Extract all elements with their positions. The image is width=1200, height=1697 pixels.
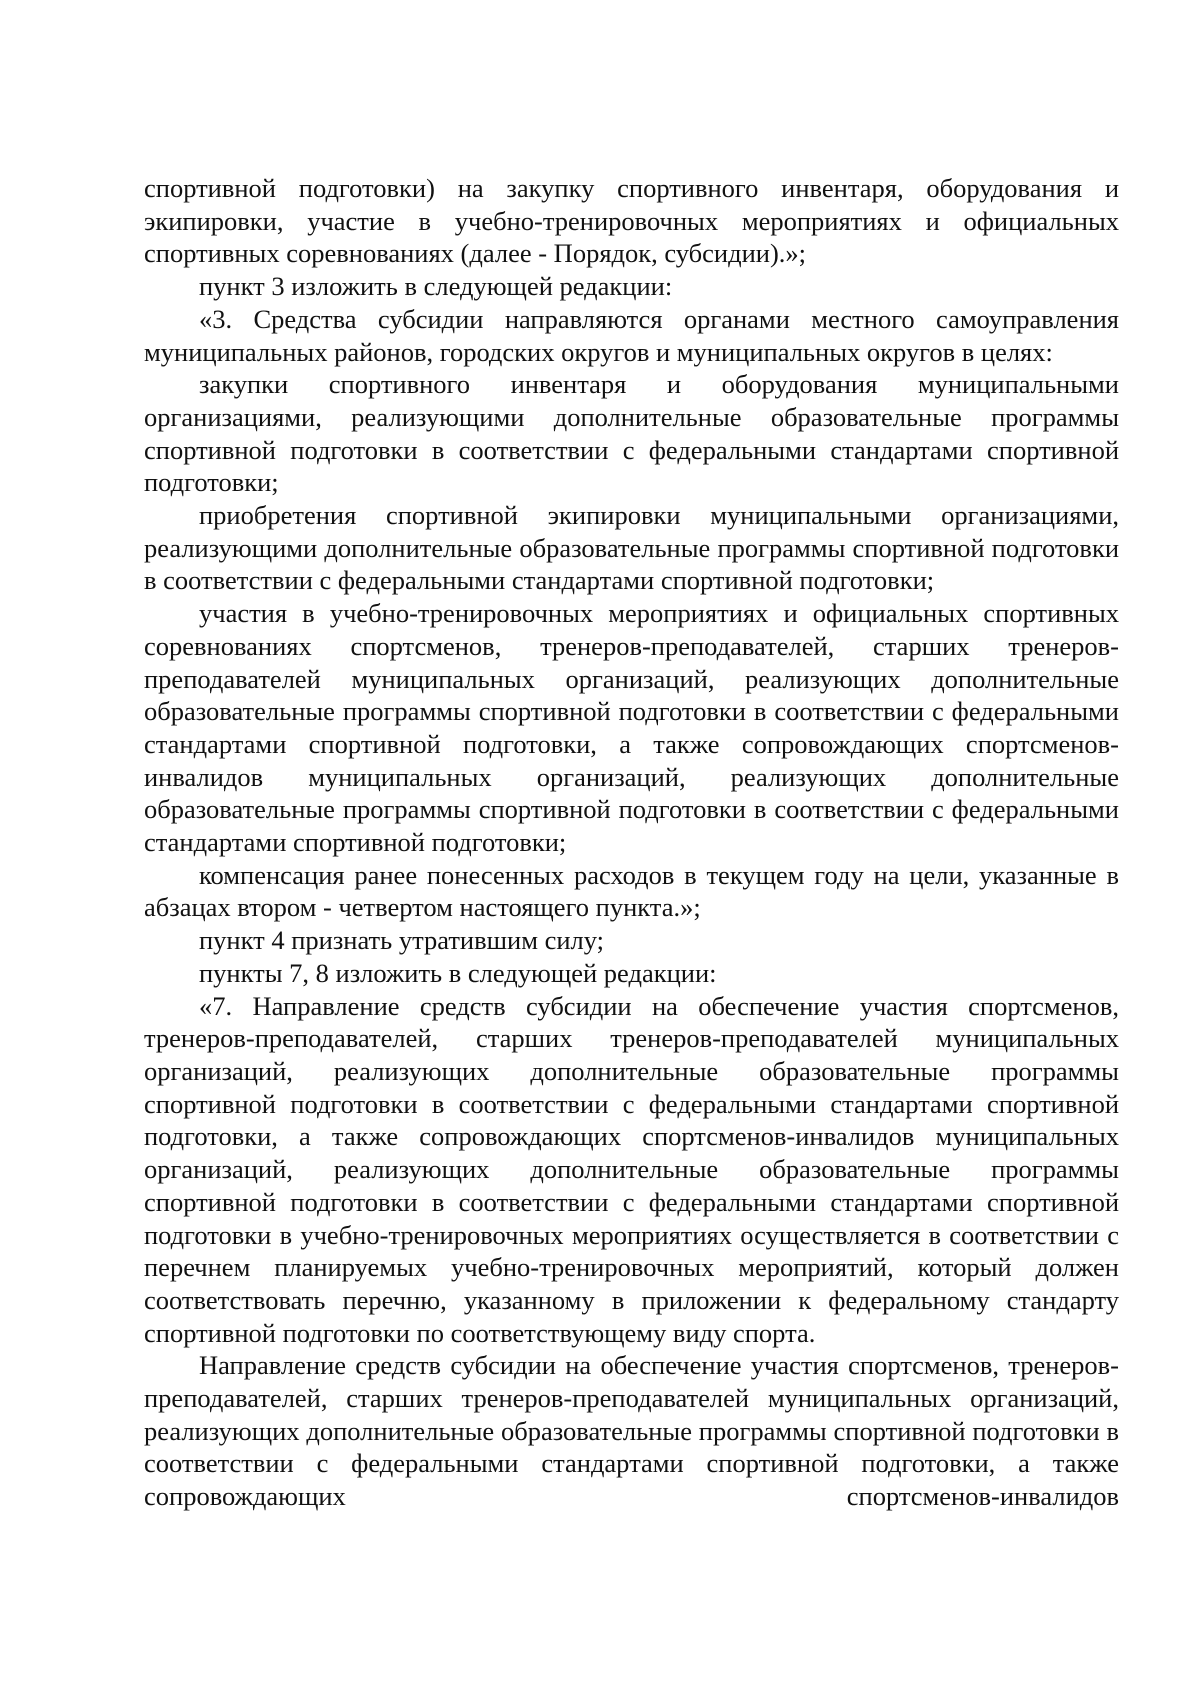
paragraph: спортивной подготовки) на закупку спортивного инвентаря, оборудования и экипировки, участие в учебно-тренировочных мероприятиях и официальных спортивных соревнованиях (далее - Порядок, субсидии).»;	[144, 173, 1119, 269]
paragraph: Направление средств субсидии на обеспечение участия спортсменов, тренеров-преподавателей, старших тренеров-преподавателей муниципальных организаций, реализующих дополнительные образовательные программы спортивной подготовки в соответствии с федеральными стандартами спортивной подготовки, а также сопровождающих спортсменов-инвалидов	[144, 1350, 1119, 1512]
paragraph: участия в учебно-тренировочных мероприятиях и официальных спортивных соревнованиях спортсменов, тренеров-преподавателей, старших тренеров-преподавателей муниципальных организаций, реализующих дополнительные образовательные программы спортивной подготовки в соответствии с федеральными стандартами спортивной подготовки, а также сопровождающих спортсменов-инвалидов муниципальных организаций, реализующих дополнительные образовательные программы спортивной подготовки в соответствии с федеральными стандартами спортивной подготовки;	[144, 598, 1119, 858]
paragraph: компенсация ранее понесенных расходов в текущем году на цели, указанные в абзацах втором - четвертом настоящего пункта.»;	[144, 859, 1119, 923]
paragraph: пункт 4 признать утратившим силу;	[199, 925, 605, 956]
paragraph: приобретения спортивной экипировки муниципальными организациями, реализующими дополнительные образовательные программы спортивной подготовки в соответствии с федеральными стандартами спортивной подготовки;	[144, 500, 1119, 596]
paragraph: «7. Направление средств субсидии на обеспечение участия спортсменов, тренеров-преподавателей, старших тренеров-преподавателей муниципальных организаций, реализующих дополнительные образовательные программы спортивной подготовки в соответствии с федеральными стандартами спортивной подготовки, а также сопровождающих спортсменов-инвалидов муниципальных организаций, реализующих дополнительные образовательные программы спортивной подготовки в соответствии с федеральными стандартами спортивной подготовки в учебно-тренировочных мероприятиях осуществляется в соответствии с перечнем планируемых учебно-тренировочных мероприятий, который должен соответствовать перечню, указанному в приложении к федеральному стандарту спортивной подготовки по соответствующему виду спорта.	[144, 990, 1119, 1348]
paragraph: пункт 3 изложить в следующей редакции:	[199, 271, 673, 302]
paragraph: «3. Средства субсидии направляются органами местного самоуправления муниципальных районов, городских округов и муниципальных округов в целях:	[144, 303, 1119, 367]
document-page	[144, 172, 1119, 1513]
paragraph: пункты 7, 8 изложить в следующей редакции:	[199, 957, 717, 988]
paragraph: закупки спортивного инвентаря и оборудования муниципальными организациями, реализующими дополнительные образовательные программы спортивной подготовки в соответствии с федеральными стандартами спортивной подготовки;	[144, 369, 1119, 498]
